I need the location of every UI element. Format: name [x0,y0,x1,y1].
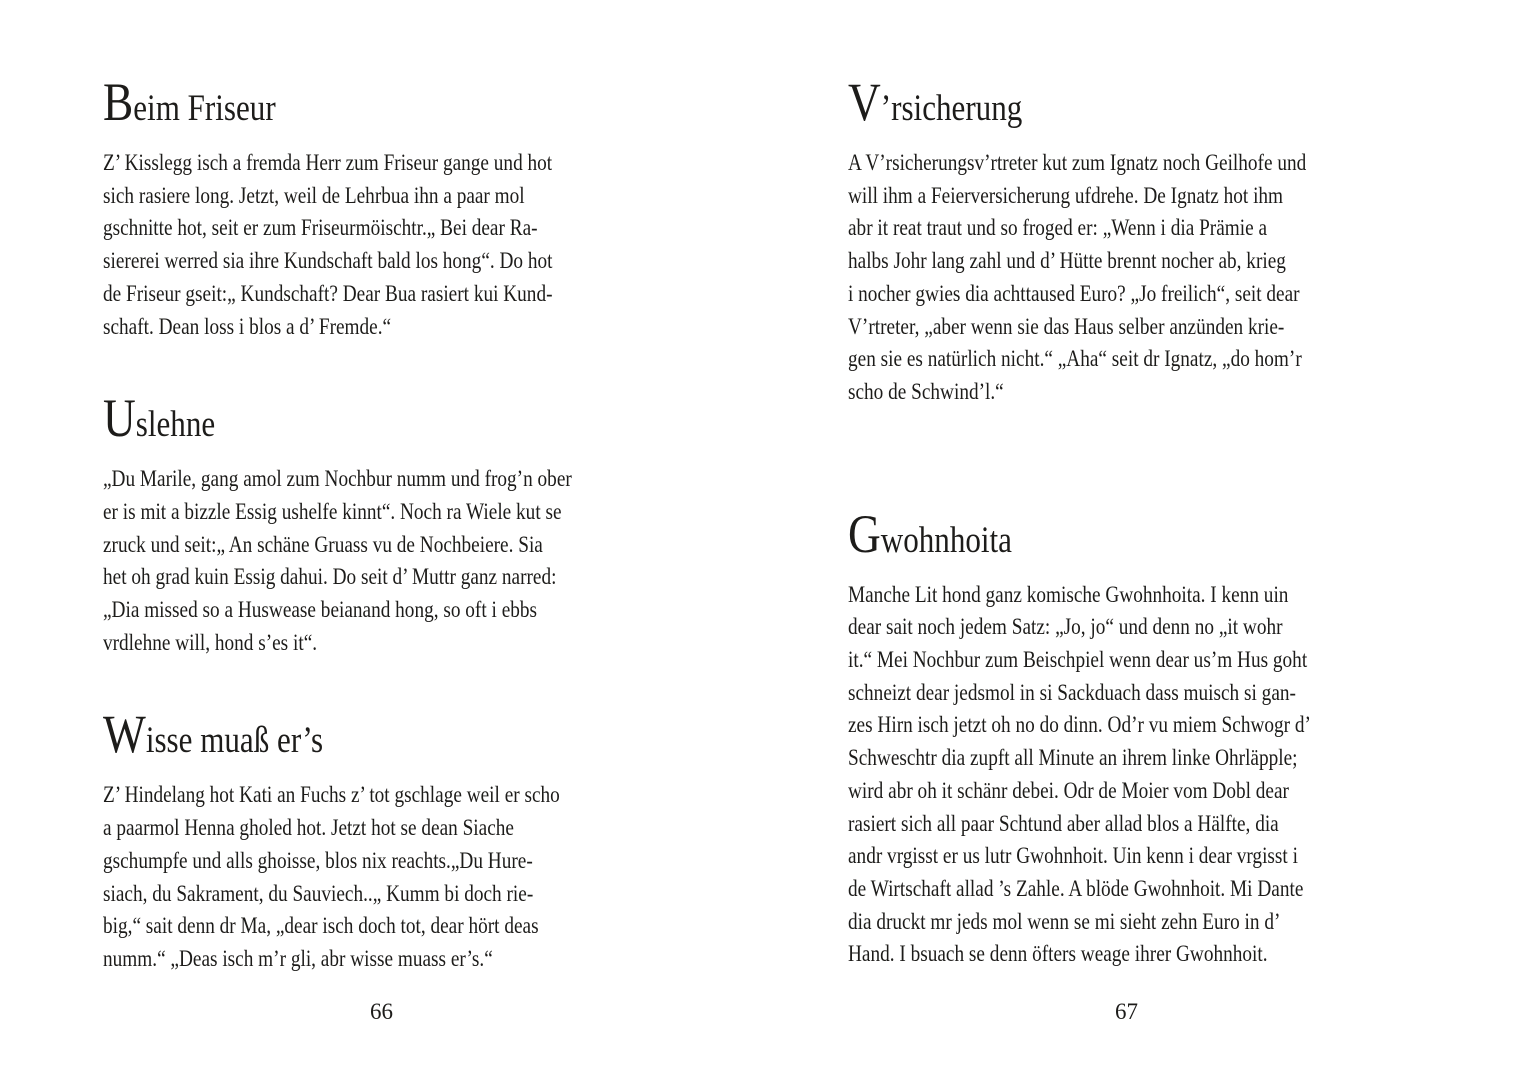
page-right [848,0,1405,1080]
text-line: gschumpfe und alls ghoisse, blos nix reachts.„Du Hure- [103,847,533,874]
story-heading-text [103,704,324,767]
text-line: wird abr oh it schänr debei. Odr de Moier vom Dobl dear [848,777,1289,804]
heading-initial-cap: B [103,72,134,132]
text-line: „Dia missed so a Huswease beianand hong, so oft i ebbs [103,597,538,624]
heading-rest: isse muaß er’s [145,720,324,762]
story-heading-text [103,388,216,451]
text-line: siach, du Sakrament, du Sauviech..„ Kumm bi doch rie- [103,880,534,907]
page-number-left: 66 [370,999,393,1024]
text-line: scho de Schwind’l.“ [848,378,1004,405]
story-heading [103,72,660,135]
text-line: big,“ sait denn dr Ma, „dear isch doch tot, dear hört deas [103,913,539,940]
heading-initial-cap: W [103,704,146,765]
text-line: schneizt dear jedsmol in si Sackduach dass muisch si gan- [848,679,1296,706]
page-left [103,0,660,1080]
text-line: zes Hirn isch jetzt oh no do dinn. Od’r vu miem Schwogr d’ [848,712,1311,739]
text-line: Z’ Hindelang hot Kati an Fuchs z’ tot gschlage weil er scho [103,782,560,809]
heading-initial-cap: V [848,72,881,132]
text-line: siererei werred sia ihre Kundschaft bald los hong“. Do hot [103,248,553,275]
text-line: it.“ Mei Nochbur zum Beischpiel wenn dear us’m Hus goht [848,647,1308,674]
page-left-content [103,0,660,976]
page-number-right: 67 [1115,999,1138,1024]
story-body [848,579,1405,971]
story-body [848,147,1405,409]
text-line: a paarmol Henna gholed hot. Jetzt hot se dean Siache [103,815,514,842]
text-line: i nocher gwies dia achttaused Euro? „Jo freilich“, seit dear [848,280,1300,307]
text-line: Schweschtr dia zupft all Minute an ihrem linke Ohrläpple; [848,745,1298,772]
text-line: A V’rsicherungsv’rtreter kut zum Ignatz noch Geilhofe und [848,150,1307,176]
text-line: er is mit a bizzle Essig ushelfe kinnt“. Noch ra Wiele kut se [103,498,562,525]
story-body [103,779,660,975]
story-section [848,503,1405,971]
text-line: het oh grad kuin Essig dahui. Do seit d’ Muttr ganz narred: [103,564,557,591]
heading-rest: ’rsicherung [880,88,1023,129]
text-line: schaft. Dean loss i blos a d’ Fremde.“ [103,313,392,340]
story-body [103,463,660,659]
heading-initial-cap: U [103,388,136,449]
text-line: de Friseur gseit:„ Kundschaft? Dear Bua rasiert kui Kund- [103,280,553,307]
story-section [103,388,660,659]
story-heading-text [848,72,1023,135]
text-line: andr vrgisst er us lutr Gwohnhoit. Uin kenn i dear vrgisst i [848,843,1298,870]
story-section [103,72,660,343]
story-heading [848,72,1405,135]
story-heading [848,503,1405,567]
text-line: „Du Marile, gang amol zum Nochbur numm und frog’n ober [103,466,572,493]
text-line: zruck und seit:„ An schäne Gruass vu de Nochbeiere. Sia [103,531,543,558]
text-line: abr it reat traut und so froged er: „Wenn i dia Prämie a [848,215,1268,242]
text-line: gen sie es natürlich nicht.“ „Aha“ seit dr Ignatz, „do hom’r [848,346,1302,373]
text-line: vrdlehne will, hond s’es it“. [103,629,318,656]
text-line: rasiert sich all paar Schtund aber allad blos a Hälfte, dia [848,810,1279,837]
text-line: Z’ Kisslegg isch a fremda Herr zum Friseur gange und hot [103,150,553,176]
heading-rest: slehne [135,404,216,446]
text-line: Hand. I bsuach se denn öfters weage ihrer Gwohnhoit. [848,941,1268,968]
story-heading-text [848,503,1012,567]
text-line: sich rasiere long. Jetzt, weil de Lehrbua ihn a paar mol [103,182,525,209]
text-line: will ihm a Feierversicherung ufdrehe. De Ignatz hot ihm [848,182,1284,209]
text-line: Manche Lit hond ganz komische Gwohnhoita. I kenn uin [848,581,1289,608]
text-line: gschnitte hot, seit er zum Friseurmöischtr.„ Bei dear Ra- [103,215,538,242]
text-line: halbs Johr lang zahl und d’ Hütte brennt nocher ab, krieg [848,248,1286,275]
text-line: de Wirtschaft allad ’s Zahle. A blöde Gwohnhoit. Mi Dante [848,875,1304,902]
page-right-content [848,0,1405,971]
story-body [103,147,660,343]
heading-initial-cap: G [848,503,881,564]
story-section [103,704,660,975]
story-heading [103,704,660,767]
story-section [848,72,1405,409]
text-line: dear sait noch jedem Satz: „Jo, jo“ und denn no „it wohr [848,614,1283,641]
text-line: numm.“ „Deas isch m’r gli, abr wisse muass er’s.“ [103,945,493,972]
story-heading-text [103,72,276,135]
story-heading [103,388,660,451]
text-line: V’rtreter, „aber wenn sie das Haus selber anzünden krie- [848,313,1285,340]
heading-rest: eim Friseur [133,88,276,129]
text-line: dia druckt mr jeds mol wenn se mi sieht zehn Euro in d’ [848,908,1281,935]
heading-rest: wohnhoita [880,519,1012,561]
